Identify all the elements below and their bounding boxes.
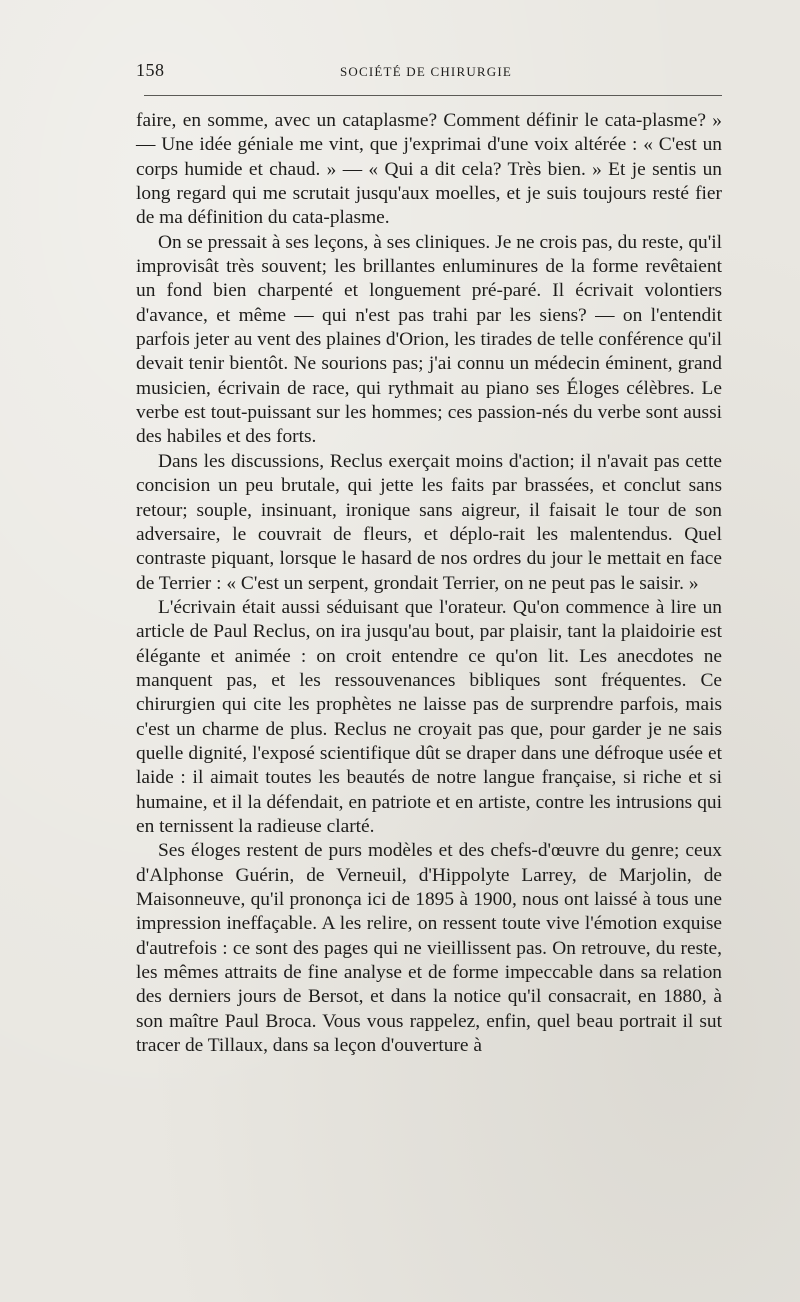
running-title: SOCIÉTÉ DE CHIRURGIE <box>340 64 513 79</box>
paragraph-3: Dans les discussions, Reclus exerçait moins d'action; il n'avait pas cette concision un peu brutale, qui jette les faits par brassées, et conclut sans retour; souple, insinuant, ironique sans aigreur, il faisait le tour de son adversaire, le couvrait de fleurs, et déplo-rait les malentendus. Quel contraste piquant, lorsque le hasard de nos ordres du jour le mettait en face de Terrier : « C'est un serpent, grondait Terrier, on ne peut pas le saisir. » <box>136 450 722 594</box>
paragraph-4: L'écrivain était aussi séduisant que l'orateur. Qu'on commence à lire un article de Paul Reclus, on ira jusqu'au bout, par plaisir, tant la plaidoirie est élégante et animée : on croit entendre ce qu'on lit. Les anecdotes ne manquent pas, et les ressouvenances bibliques sont fréquentes. Ce chirurgien qui cite les prophètes ne laisse pas de surprendre parfois, mais c'est un charme de plus. Reclus ne croyait pas que, pour garder je ne sais quelle dignité, l'exposé scientifique dût se draper dans une défroque usée et laide : il aimait toutes les beautés de notre langue française, si riche et si humaine, et il la défendait, en patriote et en artiste, contre les intrusions qui en ternissent la radieuse clarté. <box>136 596 722 837</box>
paragraph-5: Ses éloges restent de purs modèles et des chefs-d'œuvre du genre; ceux d'Alphonse Guérin, de Verneuil, d'Hippolyte Larrey, de Marjolin, de Maisonneuve, qu'il prononça ici de 1895 à 1900, nous ont laissé à tous une impression ineffaçable. A les relire, on ressent toute vive l'émotion exquise d'autrefois : ce sont des pages qui ne vieillissent pas. On retrouve, du reste, les mêmes attraits de fine analyse et de forme impeccable dans sa relation des derniers jours de Bersot, et dans la notice qu'il consacrait, en 1880, à son maître Paul Broca. Vous vous rappelez, enfin, quel beau portrait il sut tracer de Tillaux, dans sa leçon d'ouverture à <box>136 840 722 1057</box>
paragraph-1: faire, en somme, avec un cataplasme? Comment définir le cata-plasme? » — Une idée géniale me vint, que j'exprimai d'une voix altérée : « C'est un corps humide et chaud. » — « Qui a dit cela? Très bien. » Et je sentis un long regard qui me scrutait jusqu'aux moelles, et je suis toujours resté fier de ma définition du cata-plasme. <box>136 110 722 229</box>
book-page <box>136 52 722 1058</box>
paragraph-2: On se pressait à ses leçons, à ses cliniques. Je ne crois pas, du reste, qu'il improvisât très souvent; les brillantes enluminures de la forme revêtaient un fond bien charpenté et longuement pré-paré. Il écrivait volontiers d'avance, et même — qui n'est pas trahi par les siens? — on l'entendit parfois jeter au vent des plaines d'Orion, les tirades de telle conférence qu'il devait tenir bientôt. Ne sourions pas; j'ai connu un médecin éminent, grand musicien, écrivain de race, qui rythmait au piano ses Éloges célèbres. Le verbe est tout-puissant sur les hommes; ces passion-nés du verbe sont aussi des habiles et des forts. <box>136 231 722 448</box>
body-text <box>136 109 722 1058</box>
running-head <box>136 52 722 92</box>
page-number: 158 <box>136 60 165 80</box>
header-rule <box>144 95 722 96</box>
